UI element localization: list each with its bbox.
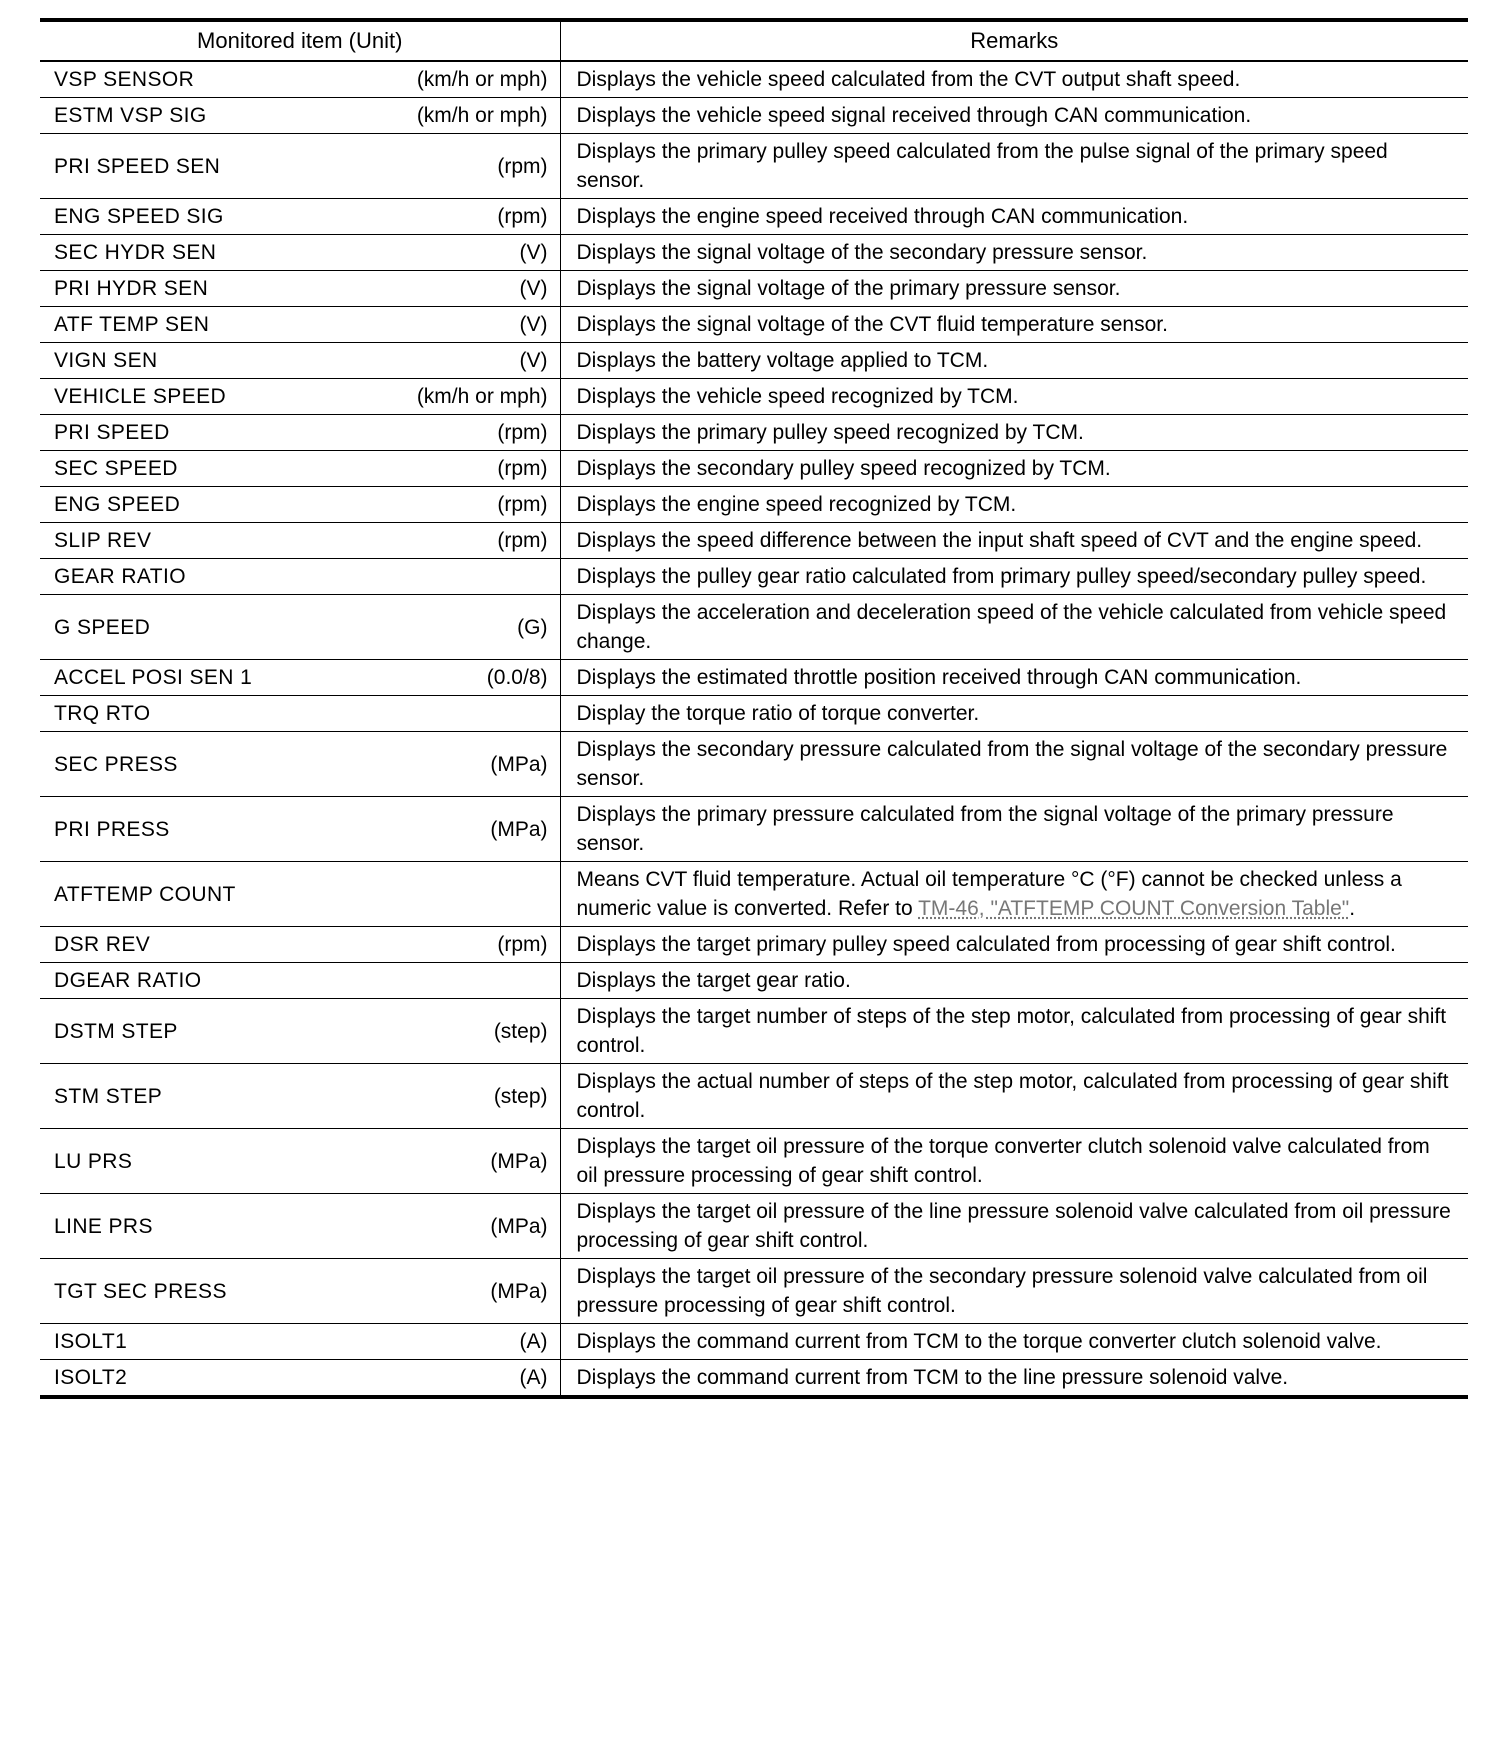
table-row	[40, 271, 1468, 307]
item-name: ENG SPEED	[54, 493, 181, 516]
remark-text: Displays the command current from TCM to the torque converter clutch solenoid valve.	[576, 1330, 1382, 1353]
remark-text: Displays the battery voltage applied to TCM.	[576, 349, 989, 372]
item-unit: (MPa)	[490, 752, 548, 776]
table-row	[40, 559, 1468, 595]
item-unit: (km/h or mph)	[416, 68, 548, 91]
item-unit: (A)	[519, 1366, 548, 1389]
remark-cell	[560, 343, 1468, 379]
monitored-item-cell	[40, 343, 560, 379]
remark-text: Display the torque ratio of torque converter.	[576, 702, 980, 725]
remark-cell	[560, 732, 1468, 797]
monitored-item-cell	[40, 595, 560, 660]
table-row	[40, 595, 1468, 660]
item-unit: (V)	[519, 349, 548, 372]
item-name: SEC PRESS	[54, 752, 178, 776]
remark-cell	[560, 415, 1468, 451]
remark-cell	[560, 797, 1468, 862]
monitored-item-cell	[40, 1194, 560, 1259]
item-name: ENG SPEED SIG	[54, 205, 224, 228]
monitored-item-cell	[40, 732, 560, 797]
remark-cell	[560, 1259, 1468, 1324]
item-name: GEAR RATIO	[54, 565, 186, 588]
table-row	[40, 862, 1468, 927]
monitored-item-cell	[40, 1324, 560, 1360]
item-name: DGEAR RATIO	[54, 969, 202, 992]
remark-text: Displays the target number of steps of the step motor, calculated from processing of gear shift control.	[576, 1005, 1447, 1057]
remark-cell	[560, 1360, 1468, 1398]
remark-cell	[560, 963, 1468, 999]
item-name: VEHICLE SPEED	[54, 385, 227, 408]
item-unit: (step)	[493, 1084, 548, 1108]
table-row	[40, 963, 1468, 999]
item-name: PRI HYDR SEN	[54, 277, 209, 300]
table-row	[40, 343, 1468, 379]
remark-text: Displays the signal voltage of the primary pressure sensor.	[576, 277, 1121, 300]
item-unit: (step)	[493, 1019, 548, 1043]
remark-text: Displays the vehicle speed signal received through CAN communication.	[576, 104, 1252, 127]
table-row	[40, 696, 1468, 732]
remark-text: Displays the signal voltage of the secondary pressure sensor.	[576, 241, 1148, 264]
remark-text: Displays the engine speed recognized by TCM.	[576, 493, 1017, 516]
remark-cell	[560, 98, 1468, 134]
item-name: SEC SPEED	[54, 457, 178, 480]
remark-cell	[560, 451, 1468, 487]
remark-text: Displays the target oil pressure of the line pressure solenoid valve calculated from oil pressure processing of gear shift control.	[576, 1200, 1451, 1252]
monitored-item-cell	[40, 379, 560, 415]
remark-cell	[560, 61, 1468, 98]
table-row	[40, 1360, 1468, 1398]
item-unit: (rpm)	[497, 457, 548, 480]
item-unit: (rpm)	[497, 421, 548, 444]
remark-text: Displays the target primary pulley speed calculated from processing of gear shift control.	[576, 933, 1396, 956]
remark-cell	[560, 379, 1468, 415]
item-unit: (MPa)	[490, 817, 548, 841]
remark-cell	[560, 487, 1468, 523]
item-name: ESTM VSP SIG	[54, 104, 207, 127]
item-unit: (A)	[519, 1330, 548, 1353]
item-unit: (V)	[519, 241, 548, 264]
table-row	[40, 1324, 1468, 1360]
remark-cell	[560, 660, 1468, 696]
monitored-item-cell	[40, 487, 560, 523]
monitored-item-cell	[40, 1064, 560, 1129]
remark-text: Displays the secondary pressure calculated from the signal voltage of the secondary pressure sensor.	[576, 738, 1448, 790]
item-unit: (rpm)	[497, 205, 548, 228]
item-name: ACCEL POSI SEN 1	[54, 666, 253, 689]
item-unit: (km/h or mph)	[416, 385, 548, 408]
remark-cell	[560, 1324, 1468, 1360]
table-row	[40, 660, 1468, 696]
item-unit: (rpm)	[497, 154, 548, 178]
item-name: G SPEED	[54, 615, 151, 639]
remark-text: Displays the vehicle speed calculated from the CVT output shaft speed.	[576, 68, 1241, 91]
remark-cell	[560, 999, 1468, 1064]
table-row	[40, 1194, 1468, 1259]
remark-cell	[560, 271, 1468, 307]
item-unit: (rpm)	[497, 529, 548, 552]
remark-text: Means CVT fluid temperature. Actual oil temperature °C (°F) cannot be checked unless a numeric value is converted. Refer to	[576, 868, 1402, 920]
remark-text: Displays the signal voltage of the CVT fluid temperature sensor.	[576, 313, 1168, 336]
monitored-item-cell	[40, 1129, 560, 1194]
item-unit: (0.0/8)	[486, 666, 548, 689]
table-row	[40, 98, 1468, 134]
item-name: DSTM STEP	[54, 1019, 178, 1043]
item-unit: (MPa)	[490, 1279, 548, 1303]
remark-cell	[560, 927, 1468, 963]
remark-cell	[560, 134, 1468, 199]
item-name: TGT SEC PRESS	[54, 1279, 227, 1303]
table-row	[40, 379, 1468, 415]
monitored-item-cell	[40, 271, 560, 307]
item-unit: (MPa)	[490, 1214, 548, 1238]
monitored-item-cell	[40, 307, 560, 343]
header-remarks: Remarks	[560, 20, 1468, 61]
item-unit: (rpm)	[497, 493, 548, 516]
remark-text: Displays the vehicle speed recognized by TCM.	[576, 385, 1019, 408]
item-name: ATF TEMP SEN	[54, 313, 210, 336]
monitored-item-cell	[40, 61, 560, 98]
item-name: STM STEP	[54, 1084, 163, 1108]
item-name: VIGN SEN	[54, 349, 158, 372]
remark-cell	[560, 1194, 1468, 1259]
remark-text: Displays the primary pulley speed calculated from the pulse signal of the primary speed sensor.	[576, 140, 1388, 192]
item-unit: (rpm)	[497, 933, 548, 956]
item-name: PRI PRESS	[54, 817, 170, 841]
monitor-item-table	[40, 18, 1468, 1399]
table-row	[40, 415, 1468, 451]
table-row	[40, 1064, 1468, 1129]
item-name: ATFTEMP COUNT	[54, 882, 236, 906]
remark-cell	[560, 1129, 1468, 1194]
remark-text: Displays the primary pressure calculated from the signal voltage of the primary pressure sensor.	[576, 803, 1394, 855]
monitored-item-cell	[40, 696, 560, 732]
item-name: DSR REV	[54, 933, 151, 956]
table-row	[40, 1129, 1468, 1194]
reference-link[interactable]: TM-46, "ATFTEMP COUNT Conversion Table"	[918, 897, 1350, 920]
monitored-item-cell	[40, 862, 560, 927]
monitored-item-cell	[40, 963, 560, 999]
table-body	[40, 61, 1468, 1397]
remark-text: Displays the target oil pressure of the torque converter clutch solenoid valve calculated from oil pressure processing of gear shift control.	[576, 1135, 1430, 1187]
table-header-row	[40, 20, 1468, 61]
remark-cell	[560, 199, 1468, 235]
monitored-item-cell	[40, 134, 560, 199]
table-row	[40, 999, 1468, 1064]
table-row	[40, 307, 1468, 343]
table-row	[40, 797, 1468, 862]
item-unit: (km/h or mph)	[416, 104, 548, 127]
item-name: LINE PRS	[54, 1214, 153, 1238]
remark-cell	[560, 307, 1468, 343]
monitored-item-cell	[40, 98, 560, 134]
monitored-item-cell	[40, 523, 560, 559]
remark-cell	[560, 235, 1468, 271]
table-row	[40, 1259, 1468, 1324]
remark-text: Displays the pulley gear ratio calculated from primary pulley speed/secondary pulley speed.	[576, 565, 1427, 588]
table-row	[40, 61, 1468, 98]
monitored-item-cell	[40, 1259, 560, 1324]
remark-text: Displays the estimated throttle position received through CAN communication.	[576, 666, 1302, 689]
remark-text: Displays the target gear ratio.	[576, 969, 851, 992]
table-row	[40, 451, 1468, 487]
item-name: TRQ RTO	[54, 702, 151, 725]
monitored-item-cell	[40, 199, 560, 235]
monitored-item-cell	[40, 559, 560, 595]
item-name: VSP SENSOR	[54, 68, 195, 91]
remark-text: Displays the engine speed received through CAN communication.	[576, 205, 1189, 228]
monitored-item-cell	[40, 451, 560, 487]
monitored-item-cell	[40, 415, 560, 451]
remark-text: Displays the actual number of steps of the step motor, calculated from processing of gear shift control.	[576, 1070, 1449, 1122]
header-monitored-item: Monitored item (Unit)	[40, 20, 560, 61]
monitored-item-cell	[40, 1360, 560, 1398]
remark-text: Displays the primary pulley speed recognized by TCM.	[576, 421, 1084, 444]
monitored-item-cell	[40, 235, 560, 271]
table-row	[40, 732, 1468, 797]
item-name: ISOLT1	[54, 1330, 128, 1353]
table-row	[40, 134, 1468, 199]
item-name: ISOLT2	[54, 1366, 128, 1389]
monitored-item-cell	[40, 797, 560, 862]
item-name: LU PRS	[54, 1149, 133, 1173]
monitored-item-cell	[40, 660, 560, 696]
item-name: SLIP REV	[54, 529, 152, 552]
remark-end: .	[1349, 897, 1356, 920]
table-row	[40, 235, 1468, 271]
remark-cell	[560, 862, 1468, 927]
remark-cell	[560, 696, 1468, 732]
remark-text: Displays the command current from TCM to the line pressure solenoid valve.	[576, 1366, 1289, 1389]
remark-cell	[560, 559, 1468, 595]
remark-text: Displays the secondary pulley speed recognized by TCM.	[576, 457, 1111, 480]
monitored-item-cell	[40, 999, 560, 1064]
remark-cell	[560, 1064, 1468, 1129]
item-unit: (G)	[517, 615, 548, 639]
remark-text: Displays the target oil pressure of the secondary pressure solenoid valve calculated from oil pressure processing of gear shift control.	[576, 1265, 1428, 1317]
remark-cell	[560, 523, 1468, 559]
table-row	[40, 199, 1468, 235]
item-unit: (V)	[519, 313, 548, 336]
item-name: SEC HYDR SEN	[54, 241, 217, 264]
remark-text: Displays the speed difference between the input shaft speed of CVT and the engine speed.	[576, 529, 1423, 552]
item-unit: (MPa)	[490, 1149, 548, 1173]
remark-cell	[560, 595, 1468, 660]
table-row	[40, 927, 1468, 963]
table-row	[40, 487, 1468, 523]
table-row	[40, 523, 1468, 559]
item-name: PRI SPEED	[54, 421, 170, 444]
item-unit: (V)	[519, 277, 548, 300]
remark-text: Displays the acceleration and deceleration speed of the vehicle calculated from vehicle speed change.	[576, 601, 1447, 653]
item-name: PRI SPEED SEN	[54, 154, 221, 178]
monitored-item-cell	[40, 927, 560, 963]
